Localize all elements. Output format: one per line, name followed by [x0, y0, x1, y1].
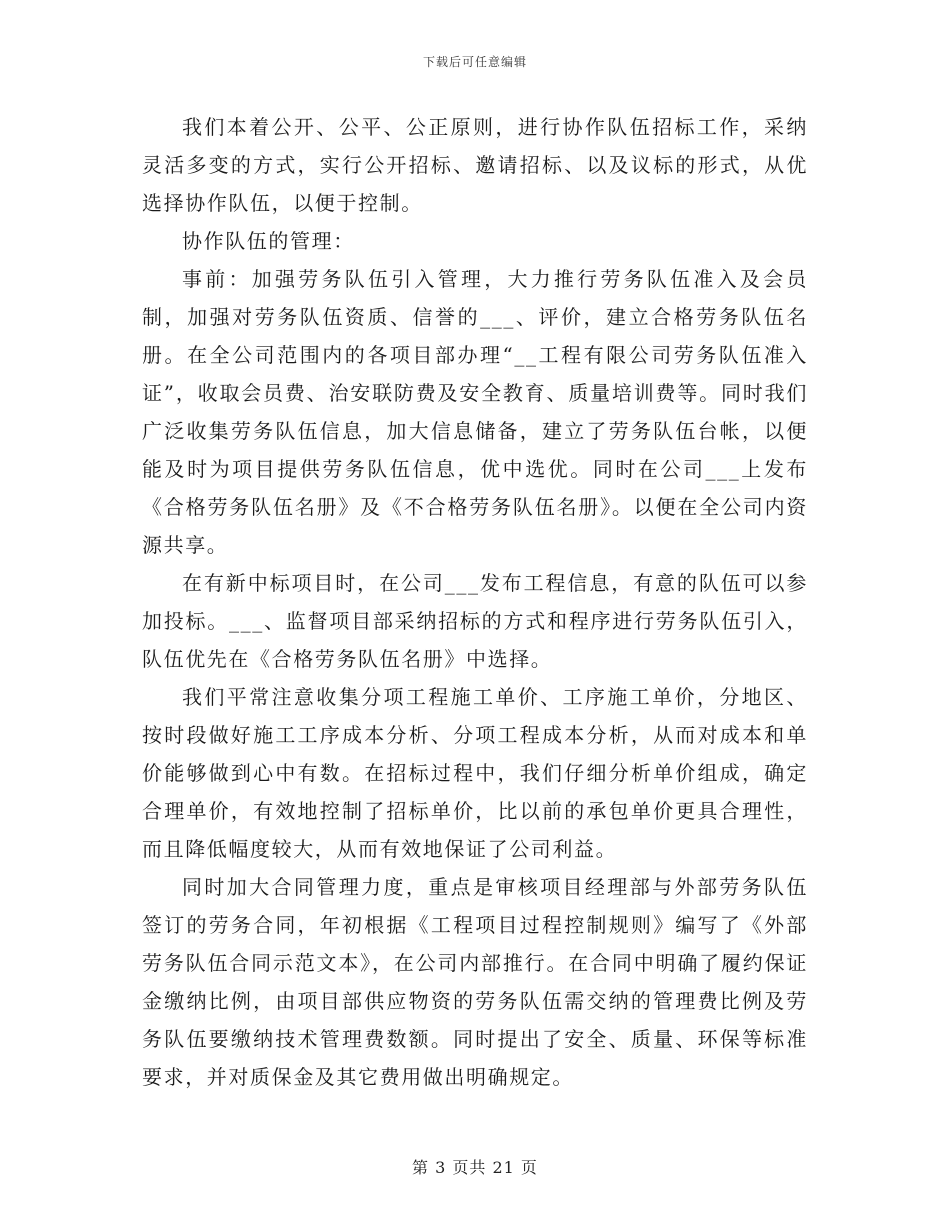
- paragraph: 我们本着公开、公平、公正原则，进行协作队伍招标工作，采纳灵活多变的方式，实行公开招标、邀请招标、以及议标的形式，从优选择协作队伍，以便于控制。: [142, 115, 808, 215]
- paragraph: 在有新中标项目时，在公司___发布工程信息，有意的队伍可以参加投标。___、监督项目部采纳招标的方式和程序进行劳务队伍引入，队伍优先在《合格劳务队伍名册》中选择。: [142, 571, 808, 671]
- paragraph: 事前：加强劳务队伍引入管理，大力推行劳务队伍准入及会员制，加强对劳务队伍资质、信誉的___、评价，建立合格劳务队伍名册。在全公司范围内的各项目部办理“__工程有限公司劳务队伍准入证”，收取会员费、治安联防费及安全教育、质量培训费等。同时我们广泛收集劳务队伍信息，加大信息储备，建立了劳务队伍台帐，以便能及时为项目提供劳务队伍信息，优中选优。同时在公司___上发布《合格劳务队伍名册》及《不合格劳务队伍名册》。以便在全公司内资源共享。: [142, 267, 808, 557]
- paragraph: 协作队伍的管理：: [182, 229, 355, 253]
- document-body: [142, 108, 808, 1096]
- paragraph: 我们平常注意收集分项工程施工单价、工序施工单价，分地区、按时段做好施工工序成本分析、分项工程成本分析，从而对成本和单价能够做到心中有数。在招标过程中，我们仔细分析单价组成，确定合理单价，有效地控制了招标单价，比以前的承包单价更具合理性，而且降低幅度较大，从而有效地保证了公司利益。: [142, 685, 808, 861]
- page-header: 下载后可任意编辑: [422, 55, 527, 69]
- paragraph: 同时加大合同管理力度，重点是审核项目经理部与外部劳务队伍签订的劳务合同，年初根据《工程项目过程控制规则》编写了《外部劳务队伍合同示范文本》，在公司内部推行。在合同中明确了履约保证金缴纳比例，由项目部供应物资的劳务队伍需交纳的管理费比例及劳务队伍要缴纳技术管理费数额。同时提出了安全、质量、环保等标准要求，并对质保金及其它费用做出明确规定。: [142, 875, 808, 1089]
- page-footer: 第 3 页共 21 页: [412, 1158, 538, 1177]
